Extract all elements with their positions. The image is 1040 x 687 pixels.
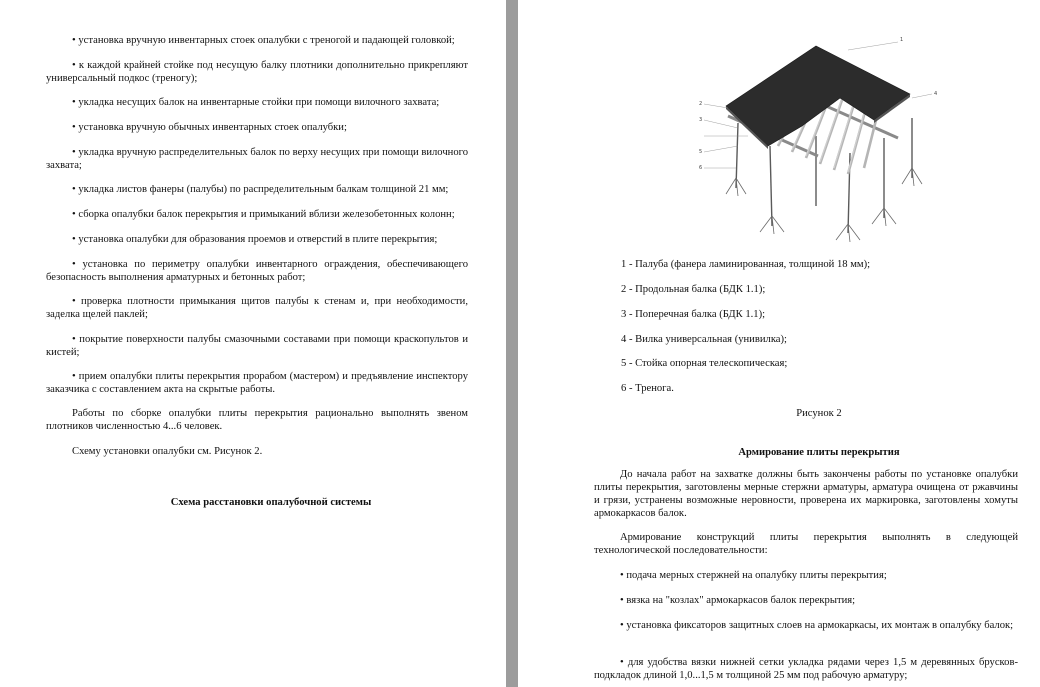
page-gutter — [506, 0, 518, 687]
bullet-paragraph: • установка фиксаторов защитных слоев на армокаркасы, их монтаж в опалубку балок; — [620, 620, 1014, 631]
bullet-paragraph: • установка по периметру опалубки инвентарного ограждения, обеспечивающего безопасность выполнения арматурных и бетонных работ; — [46, 259, 468, 283]
bullet-paragraph: • укладка вручную распределительных балок по верху несущих при помощи вилочного захвата; — [46, 147, 468, 171]
intro-paragraph: До начала работ на захватке должны быть закончены работы по установке опалубки плиты перекрытия, заготовлены мерные стержни арматуры, арматура очищена от ржавчины и грязи, устранены возможные неровности, проверена их маркировка, заготовлены хомуты армокаркасов балок. — [594, 469, 1018, 519]
bullet-paragraph: • укладка листов фанеры (палубы) по распределительным балкам толщиной 21 мм; — [72, 184, 449, 195]
figure-caption: Рисунок 2 — [796, 408, 842, 419]
formwork-system-illustration — [698, 28, 938, 248]
callout-3: 3 — [699, 117, 703, 123]
section-heading: Схема расстановки опалубочной системы — [170, 497, 372, 508]
callout-5: 5 — [699, 149, 703, 155]
legend-item: 5 - Стойка опорная телескопическая; — [621, 358, 788, 369]
bullet-paragraph: • установка вручную инвентарных стоек опалубки с треногой и падающей головкой; — [72, 35, 455, 46]
section-heading: Армирование плиты перекрытия — [738, 447, 900, 458]
team-paragraph: Работы по сборке опалубки плиты перекрытия рационально выполнять звеном плотников численностью 4...6 человек. — [46, 408, 468, 432]
legend-item: 6 - Тренога. — [621, 383, 674, 394]
bullet-paragraph: • установка опалубки для образования проемов и отверстий в плите перекрытия; — [72, 234, 438, 245]
bullet-paragraph: • проверка плотности примыкания щитов палубы к стенам и, при необходимости, заделка щелей паклей; — [46, 296, 468, 320]
legend-item: 2 - Продольная балка (БДК 1.1); — [621, 284, 766, 295]
page-right — [518, 0, 1040, 687]
bullet-paragraph: • установка вручную обычных инвентарных стоек опалубки; — [72, 122, 347, 133]
callout-4: 4 — [934, 91, 938, 97]
bullet-paragraph: • к каждой крайней стойке под несущую балку плотники дополнительно прикрепляют универсальный подкос (треногу); — [46, 60, 468, 84]
page-left — [0, 0, 506, 687]
sequence-paragraph: Армирование конструкций плиты перекрытия выполнять в следующей технологической последовательности: — [594, 532, 1018, 556]
bullet-paragraph: • подача мерных стержней на опалубку плиты перекрытия; — [620, 570, 887, 581]
legend-item: 3 - Поперечная балка (БДК 1.1); — [621, 309, 766, 320]
bullet-paragraph: • укладка несущих балок на инвентарные стойки при помощи вилочного захвата; — [72, 97, 440, 108]
callout-2: 2 — [699, 101, 703, 107]
bullet-paragraph: • вязка на "козлах" армокаркасов балок перекрытия; — [620, 595, 856, 606]
bullet-paragraph: • сборка опалубки балок перекрытия и примыканий вблизи железобетонных колонн; — [72, 209, 455, 220]
callout-6: 6 — [699, 165, 703, 171]
callout-1: 1 — [900, 37, 904, 43]
bullet-paragraph: • прием опалубки плиты перекрытия прорабом (мастером) и предъявление инспектору заказчика с составлением акта на скрытые работы. — [46, 371, 468, 395]
scheme-reference: Схему установки опалубки см. Рисунок 2. — [72, 446, 263, 457]
bullet-paragraph: • для удобства вязки нижней сетки укладка рядами через 1,5 м деревянных брусков-подкладок длиной 1,0...1,5 м толщиной 25 мм под рабочую арматуру; — [594, 657, 1018, 681]
legend-item: 4 - Вилка универсальная (унивилка); — [621, 334, 787, 345]
bullet-paragraph: • покрытие поверхности палубы смазочными составами при помощи краскопультов и кистей; — [46, 334, 468, 358]
legend-item: 1 - Палуба (фанера ламинированная, толщиной 18 мм); — [621, 259, 871, 270]
